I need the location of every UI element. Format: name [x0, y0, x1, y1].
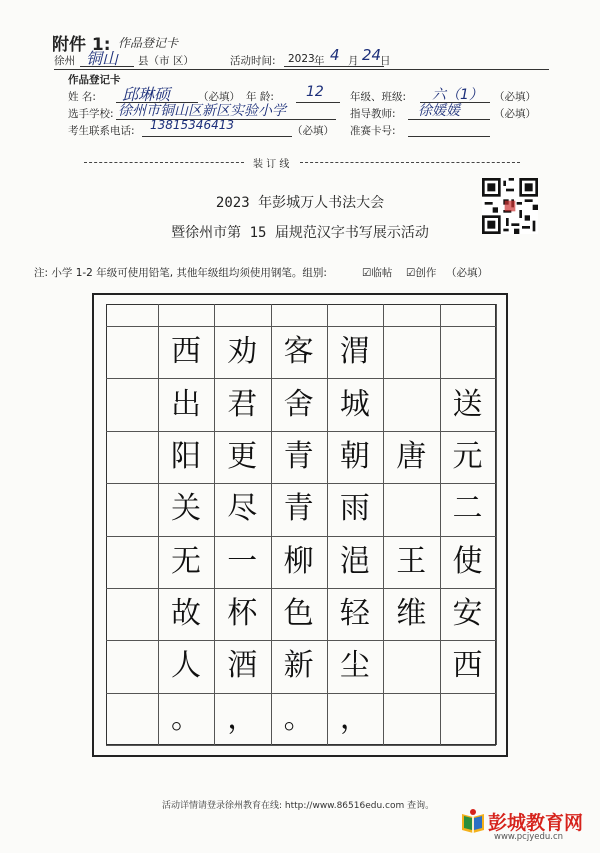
grid-cell: 安	[452, 596, 483, 632]
binding-line-label: 装 订 线	[253, 159, 290, 170]
qr-code	[482, 178, 538, 234]
teacher-label: 指导教师:	[350, 108, 396, 120]
form-top-border	[54, 69, 549, 70]
logo-url[interactable]: www.pcjyedu.cn	[494, 832, 564, 842]
day-value: 24	[362, 46, 382, 64]
grid-cell: 朝	[339, 438, 370, 474]
title-line-2: 暨徐州市第 15 届规范汉字书写展示活动	[171, 225, 429, 241]
grade-required: （必填）	[494, 91, 536, 103]
logo-title: 彭城教育网	[488, 812, 584, 834]
county-suffix: 县（市 区）	[138, 55, 194, 67]
grid-hline	[106, 431, 496, 432]
grid-cell: 王	[396, 543, 427, 579]
grid-cell: 渭	[339, 334, 370, 370]
grid-cell: 轻	[339, 596, 370, 632]
day-unit: 日	[380, 55, 391, 67]
grade-label: 年级、班级:	[350, 91, 407, 103]
grid-cell: ，	[227, 700, 258, 736]
grid-cell: 维	[396, 596, 427, 632]
school-label: 选手学校:	[68, 108, 114, 120]
grid-hline	[106, 326, 496, 327]
grid-hline	[106, 640, 496, 641]
grade-value[interactable]: 六（1）	[432, 87, 483, 103]
county-value: 铜山	[86, 49, 119, 68]
attachment-label: 附件 1:	[52, 35, 111, 55]
phone-value[interactable]: 13815346413	[150, 118, 234, 132]
grid-cell: 尽	[227, 491, 258, 527]
grid-cell: 出	[171, 386, 201, 422]
phone-label: 考生联系电话:	[68, 125, 135, 137]
age-underline	[296, 102, 340, 103]
note-required: （必填）	[446, 267, 488, 279]
title-line-1: 2023 年彭城万人书法大会	[215, 195, 385, 211]
grid-hline	[106, 588, 496, 589]
grid-cell: 雨	[339, 491, 370, 527]
grid-cell: 故	[171, 596, 201, 632]
grid-hline	[106, 745, 496, 746]
grid-cell: 关	[171, 491, 201, 527]
month-value: 4	[330, 46, 340, 64]
grid-cell: 更	[227, 438, 258, 474]
grid-hline	[106, 536, 496, 537]
grid-cell: 君	[227, 386, 258, 422]
grid-cell: 新	[283, 648, 314, 684]
grid-cell: 元	[452, 438, 483, 474]
grid-cell: 人	[171, 648, 201, 684]
grid-cell: 西	[171, 334, 201, 370]
grid-cell: 青	[283, 438, 314, 474]
month-unit: 月	[348, 55, 359, 67]
logo-book-icon	[460, 808, 486, 834]
name-value[interactable]: 邱琳硕	[122, 85, 171, 104]
footer-text: 活动详情请登录徐州教育在线: http://www.86516edu.com 查询。	[162, 801, 435, 811]
grid-cell: 。	[171, 700, 201, 736]
grid-cell: 青	[283, 491, 314, 527]
grid-cell: 尘	[339, 648, 370, 684]
grid-cell: 城	[339, 386, 370, 422]
grid-cell: 送	[452, 386, 483, 422]
name-label: 姓 名:	[68, 91, 96, 103]
grid-hline	[106, 483, 496, 484]
grid-cell: 杯	[227, 596, 258, 632]
teacher-value[interactable]: 徐媛媛	[418, 103, 460, 119]
grid-cell: 无	[171, 543, 201, 579]
binding-dash-right	[300, 162, 520, 163]
grid-hline	[106, 378, 496, 379]
binding-dash-left	[84, 162, 244, 163]
grid-cell: 色	[283, 596, 314, 632]
option-create-checkbox[interactable]: ☑创作	[406, 267, 437, 279]
grid-cell: 柳	[283, 543, 314, 579]
grid-cell: ，	[339, 700, 370, 736]
school-value[interactable]: 徐州市铜山区新区实验小学	[118, 103, 286, 119]
grid-cell: 客	[283, 334, 314, 370]
grid-vline	[383, 304, 384, 745]
phone-underline	[142, 136, 292, 137]
grid-vline	[496, 304, 497, 745]
year-value: 2023	[288, 53, 315, 65]
grid-cell: 唐	[396, 438, 427, 474]
date-underline	[284, 66, 384, 67]
grid-cell: 浥	[339, 543, 370, 579]
grid-cell: 舍	[283, 386, 314, 422]
exam-underline[interactable]	[408, 136, 490, 137]
exam-label: 准赛卡号:	[350, 125, 396, 137]
grid-cell: 使	[452, 543, 483, 579]
city-label: 徐州	[54, 55, 75, 67]
activity-time-label: 活动时间:	[230, 55, 276, 67]
grid-cell: 。	[283, 700, 314, 736]
grid-cell: 阳	[171, 438, 201, 474]
teacher-required: （必填）	[494, 108, 536, 120]
option-copy-checkbox[interactable]: ☑临帖	[362, 267, 393, 279]
grid-cell: 酒	[227, 648, 258, 684]
age-value[interactable]: 12	[306, 84, 324, 100]
grid-cell: 二	[452, 491, 483, 527]
name-required: （必填）	[198, 91, 240, 103]
grid-cell: 一	[227, 543, 258, 579]
year-unit: 年	[314, 55, 325, 67]
grid-hline	[106, 693, 496, 694]
phone-required: （必填）	[292, 125, 334, 137]
grid-cell: 西	[452, 648, 483, 684]
grid-cell: 劝	[227, 334, 258, 370]
form-title: 作品登记卡	[68, 74, 121, 86]
note-text: 注: 小学 1-2 年级可使用铅笔, 其他年级组均须使用钢笔。组别:	[34, 267, 327, 279]
age-label: 年 龄:	[246, 91, 274, 103]
attachment-title: 作品登记卡	[118, 36, 179, 50]
